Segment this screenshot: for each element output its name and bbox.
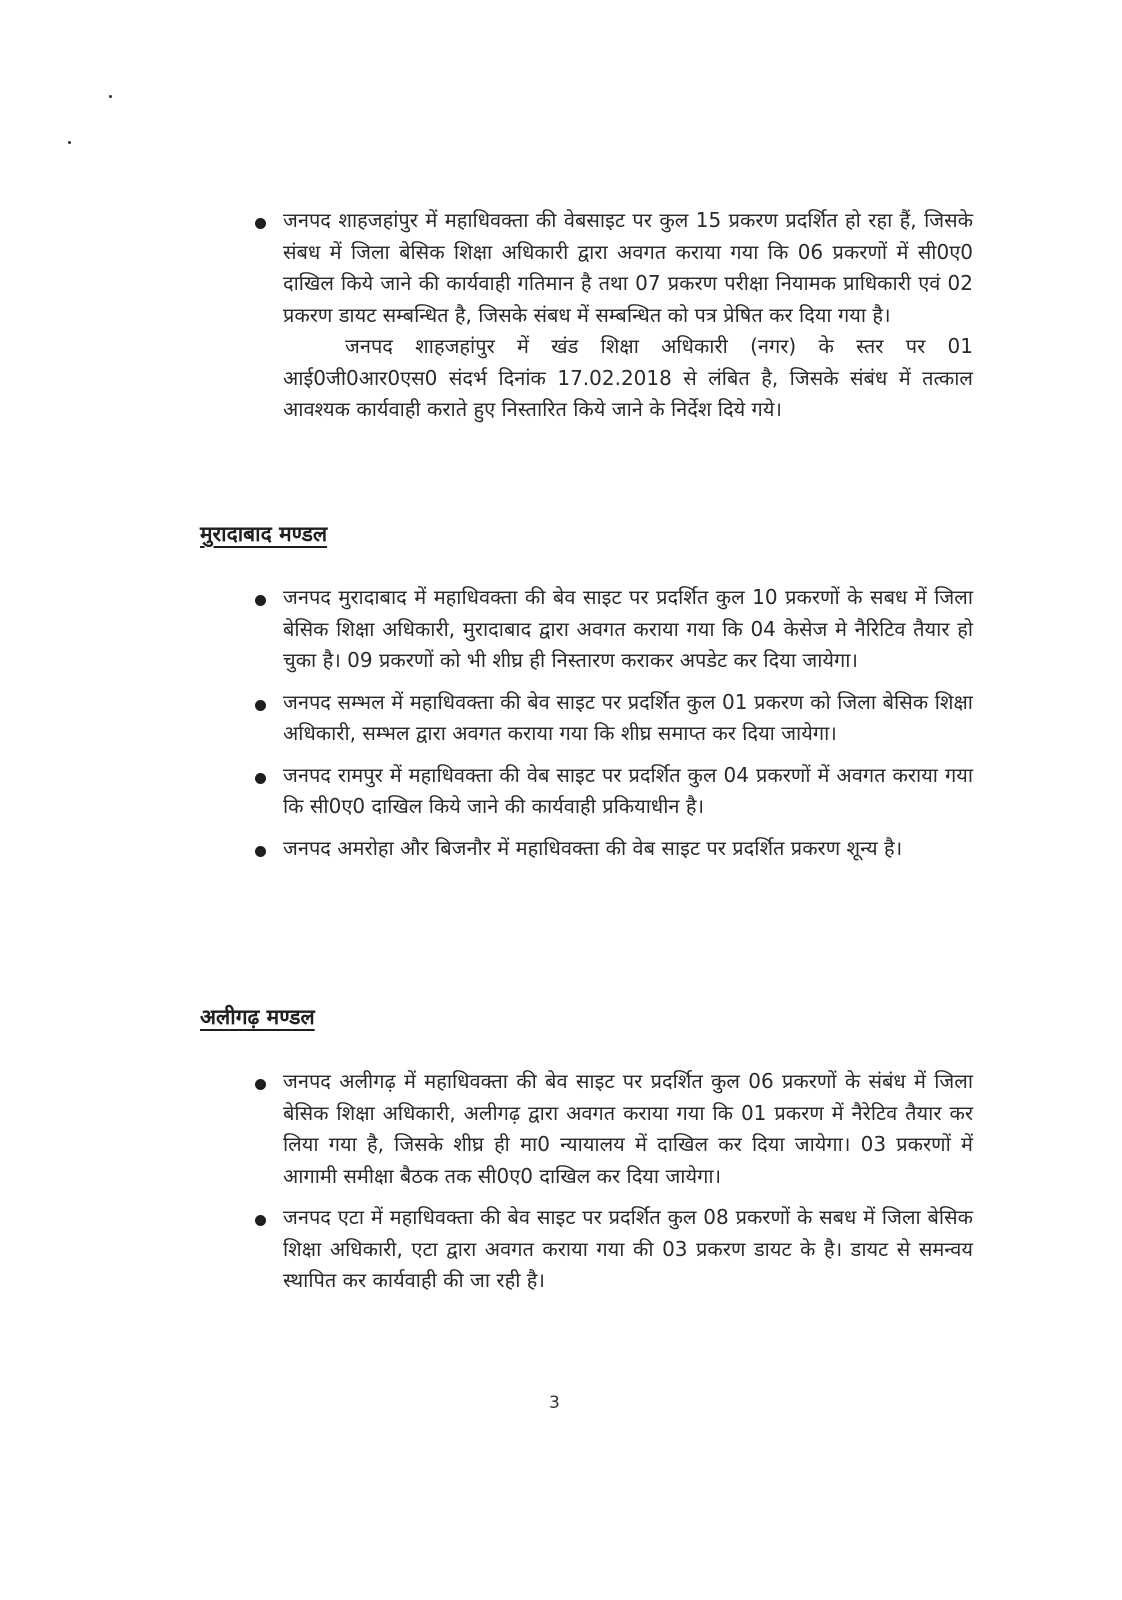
list-item [255,833,973,865]
scan-speck [109,95,112,98]
bullet-icon [255,700,266,711]
page-number: 3 [549,1393,560,1413]
list-item [255,1202,973,1297]
section-list-moradabad [255,582,973,874]
list-item-text: जनपद अमरोहा और बिजनौर में महाधिवक्ता की वेब साइट पर प्रदर्शित प्रकरण शून्य है। [283,835,903,860]
section-list-aligarh [255,1066,973,1307]
scan-speck [68,141,71,144]
list-item [255,582,973,677]
list-item-text: जनपद सम्भल में महाधिवक्ता की बेव साइट पर प्रदर्शित कुल 01 प्रकरण को जिला बेसिक शिक्षा अधिकारी, सम्भल द्वारा अवगत कराया गया कि शीघ्र समाप्त कर दिया जायेगा। [283,689,973,745]
intro-bullet-text: जनपद शाहजहांपुर में महाधिवक्ता की वेबसाइट पर कुल 15 प्रकरण प्रदर्शित हो रहा हैं, जिसके संबध में जिला बेसिक शिक्षा अधिकारी द्वारा अवगत कराया गया कि 06 प्रकरणों में सी0ए0 दाखिल किये जाने की कार्यवाही गतिमान है तथा 07 प्रकरण परीक्षा नियामक प्राधिकारी एवं 02 प्रकरण डायट सम्बन्धित है, जिसके संबध में सम्बन्धित को पत्र प्रेषित कर दिया गया है। [283,208,973,327]
list-item-text: जनपद एटा में महाधिवक्ता की बेव साइट पर प्रदर्शित कुल 08 प्रकरणों के सबध में जिला बेसिक शिक्षा अधिकारी, एटा द्वारा अवगत कराया गया की 03 प्रकरण डायट के है। डायट से समन्वय स्थापित कर कार्यवाही की जा रही है। [283,1205,973,1292]
intro-block [255,205,973,426]
section-heading-moradabad: मुरादाबाद मण्डल [200,522,328,546]
bullet-icon [255,1215,266,1226]
intro-follow-text: जनपद शाहजहांपुर में खंड शिक्षा अधिकारी (नगर) के स्तर पर 01 आई0जी0आर0एस0 संदर्भ दिनांक 17.02.2018 से लंबित है, जिसके संबंध में तत्काल आवश्यक कार्यवाही कराते हुए निस्तारित किये जाने के निर्देश दिये गये। [283,334,973,421]
bullet-icon [255,846,266,857]
bullet-icon [255,218,266,229]
list-item-text: जनपद मुरादाबाद में महाधिवक्ता की बेव साइट पर प्रदर्शित कुल 10 प्रकरणों के सबध में जिला बेसिक शिक्षा अधिकारी, मुरादाबाद द्वारा अवगत कराया गया कि 04 केसेज मे नैरिटिव तैयार हो चुका है। 09 प्रकरणों को भी शीघ्र ही निस्तारण कराकर अपडेट कर दिया जायेगा। [283,585,973,672]
list-item [255,1066,973,1192]
list-item [255,205,973,331]
list-item [255,760,973,823]
list-item-text: जनपद अलीगढ़ में महाधिवक्ता की बेव साइट पर प्रदर्शित कुल 06 प्रकरणों के संबंध में जिला बेसिक शिक्षा अधिकारी, अलीगढ़ द्वारा अवगत कराया गया कि 01 प्रकरण में नैरेटिव तैयार कर लिया गया है, जिसके शीघ्र ही मा0 न्यायालय में दाखिल कर दिया जायेगा। 03 प्रकरणों में आगामी समीक्षा बैठक तक सी0ए0 दाखिल कर दिया जायेगा। [283,1069,973,1188]
bullet-icon [255,1079,266,1090]
bullet-icon [255,773,266,784]
bullet-icon [255,595,266,606]
section-heading-aligarh: अलीगढ़ मण्डल [200,1005,315,1029]
list-item-text: जनपद रामपुर में महाधिवक्ता की वेब साइट पर प्रदर्शित कुल 04 प्रकरणों में अवगत कराया गया कि सी0ए0 दाखिल किये जाने की कार्यवाही प्रकियाधीन है। [283,762,973,818]
list-item [255,687,973,750]
